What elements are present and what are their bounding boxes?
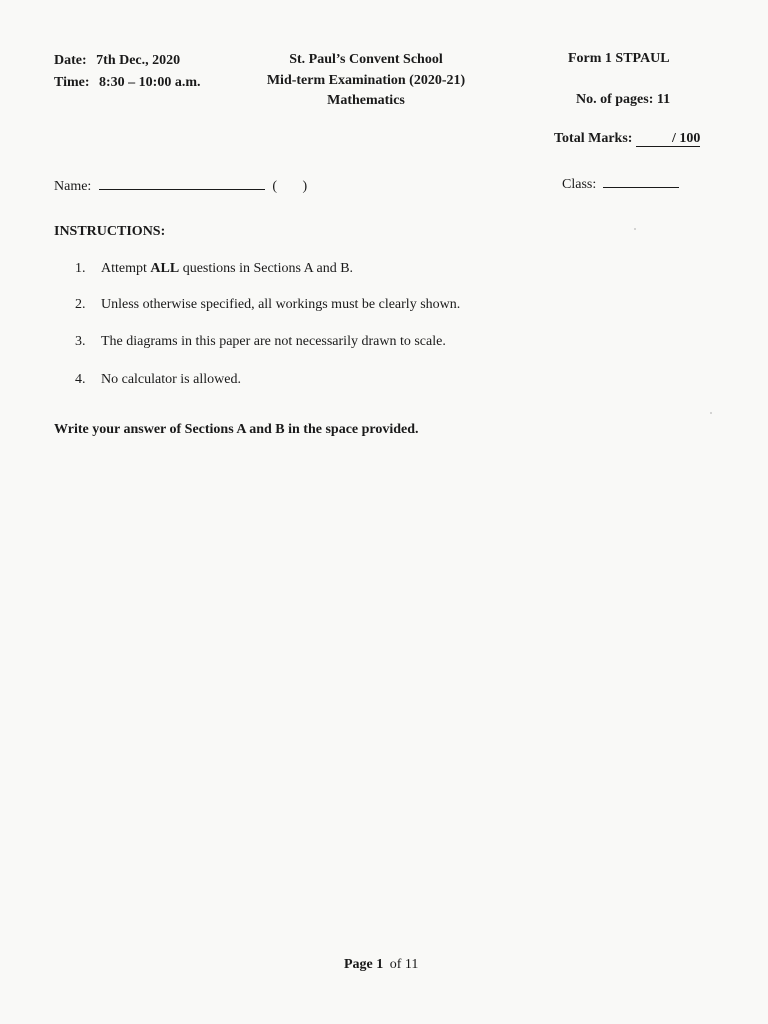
instruction-text-pre: Attempt bbox=[101, 261, 151, 276]
instruction-item-3 bbox=[75, 334, 446, 350]
instruction-number: 2. bbox=[75, 297, 86, 312]
name-paren-open: ( bbox=[272, 179, 277, 194]
date-label: Date: bbox=[54, 53, 87, 68]
time-line bbox=[54, 75, 201, 91]
instruction-number: 3. bbox=[75, 334, 86, 349]
total-marks-field[interactable] bbox=[636, 131, 700, 147]
class-blank-field[interactable] bbox=[603, 173, 679, 188]
instruction-text: Unless otherwise specified, all workings must be clearly shown. bbox=[101, 297, 461, 312]
instruction-item-1 bbox=[75, 261, 353, 277]
name-paren-close: ) bbox=[302, 179, 308, 194]
scan-speck bbox=[634, 228, 636, 230]
instruction-number: 1. bbox=[75, 261, 86, 276]
page-footer bbox=[344, 957, 418, 973]
instruction-number: 4. bbox=[75, 372, 86, 387]
class-line bbox=[562, 173, 679, 193]
instruction-text-bold: ALL bbox=[150, 261, 180, 276]
instruction-text: No calculator is allowed. bbox=[101, 372, 241, 387]
name-blank-field[interactable] bbox=[99, 175, 265, 190]
name-line bbox=[54, 175, 307, 195]
date-line bbox=[54, 53, 180, 69]
name-label: Name: bbox=[54, 179, 92, 194]
instructions-heading: INSTRUCTIONS: bbox=[54, 224, 166, 239]
instruction-item-4 bbox=[75, 372, 241, 388]
date-value: 7th Dec., 2020 bbox=[96, 53, 181, 68]
time-value: 8:30 – 10:00 a.m. bbox=[99, 75, 201, 90]
page-of: of 11 bbox=[389, 957, 419, 972]
class-label: Class: bbox=[562, 177, 597, 192]
total-marks bbox=[554, 131, 700, 147]
scan-speck bbox=[710, 412, 712, 414]
school-name: St. Paul’s Convent School bbox=[289, 52, 443, 67]
pages-count: No. of pages: 11 bbox=[576, 92, 671, 107]
instruction-item-2 bbox=[75, 297, 460, 313]
form-label: Form 1 STPAUL bbox=[568, 51, 670, 66]
total-marks-value: / 100 bbox=[671, 131, 701, 146]
instruction-text-post: questions in Sections A and B. bbox=[179, 261, 354, 276]
subject-title: Mathematics bbox=[327, 93, 405, 108]
instruction-text: The diagrams in this paper are not necessarily drawn to scale. bbox=[101, 334, 446, 349]
total-marks-label: Total Marks: bbox=[554, 131, 633, 146]
answer-note: Write your answer of Sections A and B in the space provided. bbox=[54, 422, 419, 437]
exam-title: Mid-term Examination (2020-21) bbox=[266, 73, 466, 88]
page-number: Page 1 bbox=[344, 957, 384, 972]
time-label: Time: bbox=[54, 75, 90, 90]
